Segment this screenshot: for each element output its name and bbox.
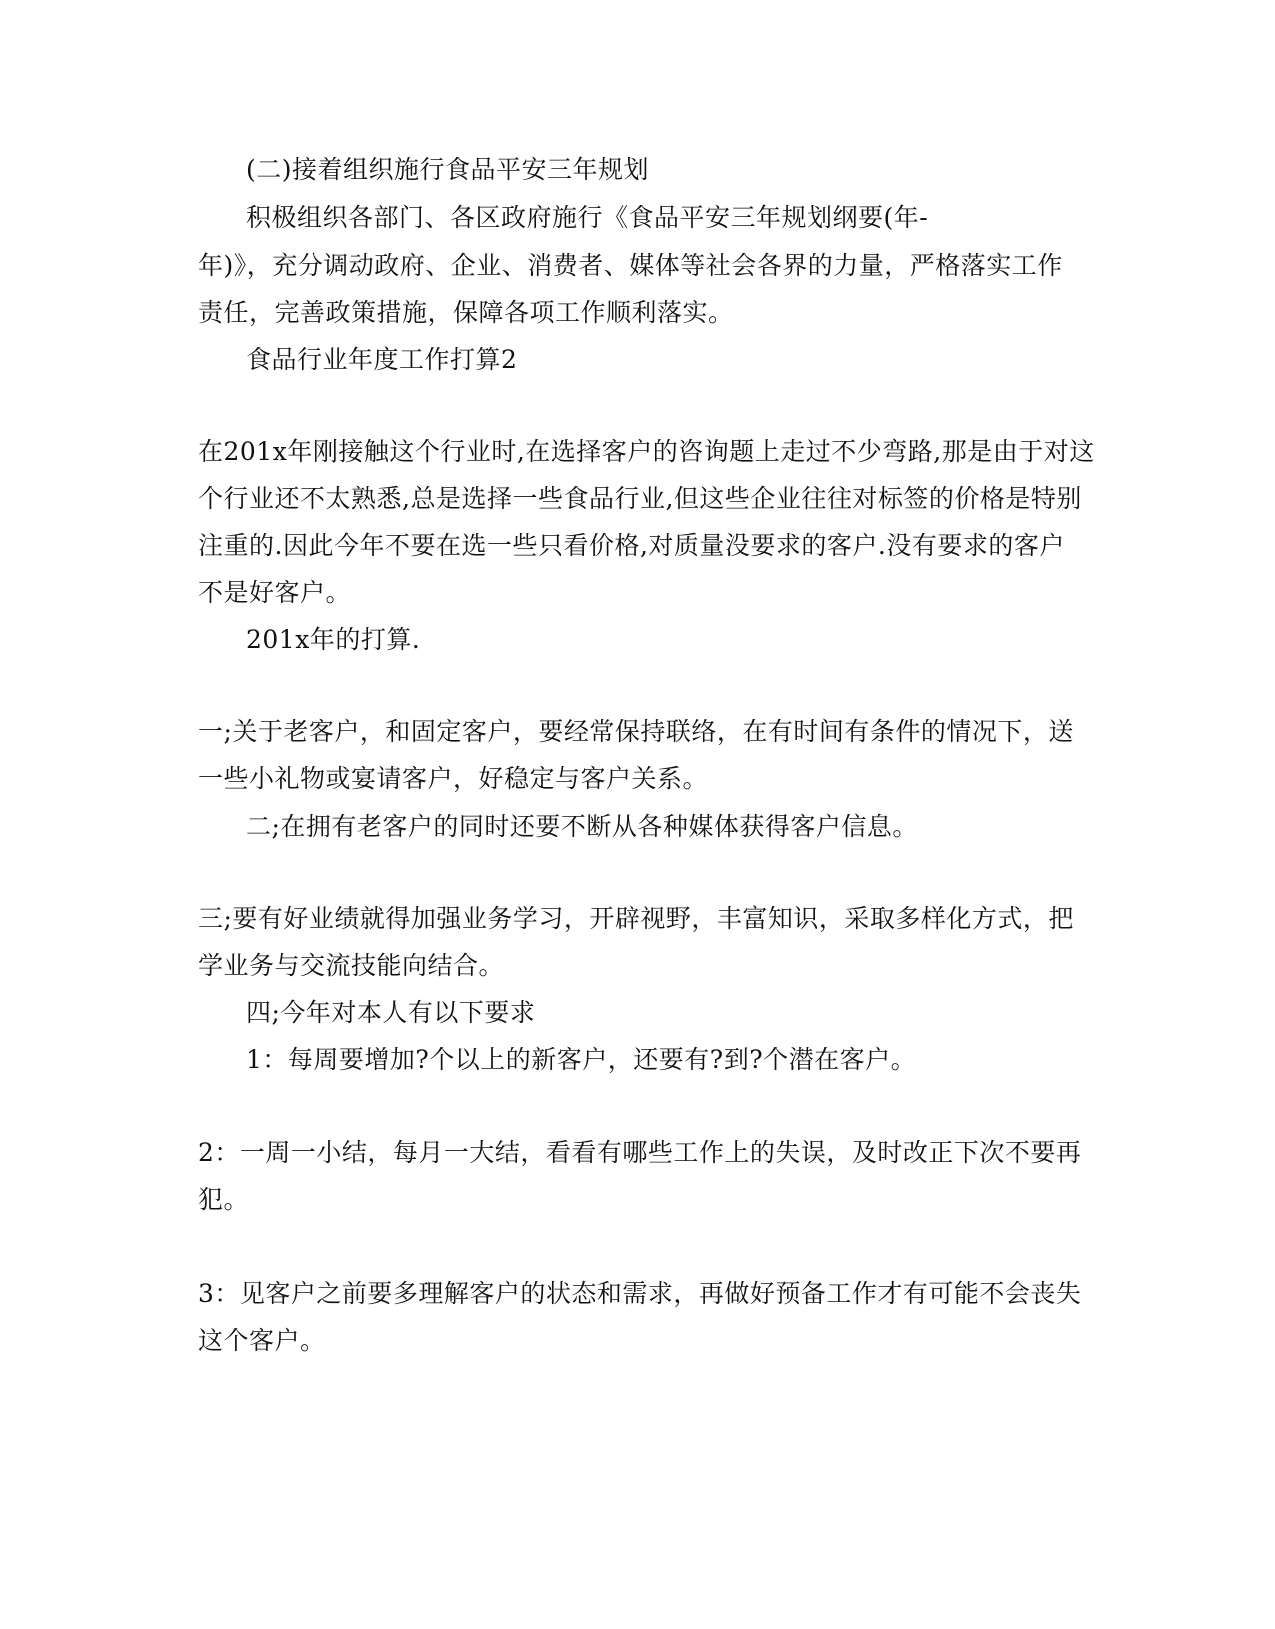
list-item: 3：见客户之前要多理解客户的状态和需求，再做好预备工作才有可能不会丧失 [198, 1279, 1082, 1308]
paragraph-line: 责任，完善政策措施，保障各项工作顺利落实。 [198, 298, 734, 327]
list-item: 1：每周要增加?个以上的新客户，还要有?到?个潜在客户。 [246, 1045, 917, 1074]
section-heading: (二)接着组织施行食品平安三年规划 [246, 155, 650, 184]
paragraph-line: 不是好客户。 [198, 578, 352, 607]
list-item: 2：一周一小结，每月一大结，看看有哪些工作上的失误，及时改正下次不要再 [198, 1138, 1082, 1167]
paragraph-line: 一些小礼物或宴请客户，好稳定与客户关系。 [198, 764, 709, 793]
paragraph-line: 注重的.因此今年不要在选一些只看价格,对质量没要求的客户.没有要求的客户 [198, 531, 1065, 560]
paragraph-line: 一;关于老客户，和固定客户，要经常保持联络，在有时间有条件的情况下，送 [198, 717, 1074, 746]
list-item-continuation: 这个客户。 [198, 1326, 326, 1355]
paragraph-line: 个行业还不太熟悉,总是选择一些食品行业,但这些企业往往对标签的价格是特别 [198, 484, 1082, 513]
paragraph-line: 二;在拥有老客户的同时还要不断从各种媒体获得客户信息。 [246, 812, 918, 841]
list-item-continuation: 犯。 [198, 1185, 250, 1214]
subheading: 201x年的打算. [246, 625, 421, 654]
paragraph-line: 年)》，充分调动政府、企业、消费者、媒体等社会各界的力量，严格落实工作 [198, 251, 1063, 280]
paragraph-line: 积极组织各部门、各区政府施行《食品平安三年规划纲要(年- [246, 203, 929, 232]
paragraph-line: 三;要有好业绩就得加强业务学习，开辟视野，丰富知识，采取多样化方式，把 [198, 904, 1074, 933]
paragraph-line: 在201x年刚接触这个行业时,在选择客户的咨询题上走过不少弯路,那是由于对这 [198, 437, 1095, 466]
paragraph-line: 学业务与交流技能向结合。 [198, 951, 505, 980]
section-title: 食品行业年度工作打算2 [246, 345, 518, 374]
list-heading: 四;今年对本人有以下要求 [246, 998, 536, 1027]
